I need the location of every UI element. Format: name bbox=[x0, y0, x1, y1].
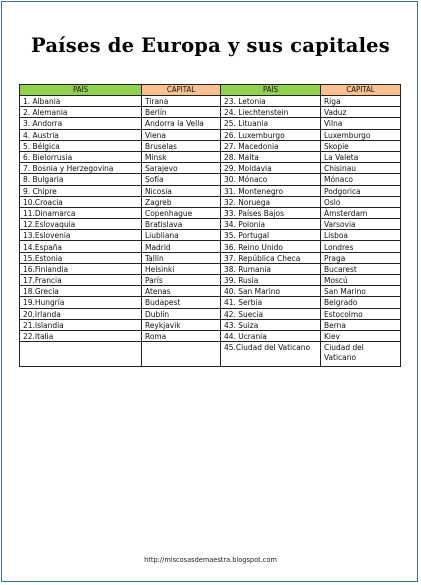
page-title: Países de Europa y sus capitales bbox=[31, 34, 390, 57]
country-cell: 2. Alemania bbox=[20, 107, 142, 118]
capital-cell: Oslo bbox=[321, 196, 401, 207]
header-country-right: PAÍS bbox=[221, 85, 321, 96]
capital-cell: Liubliana bbox=[142, 230, 221, 241]
table-row bbox=[20, 275, 401, 286]
capital-cell: Belgrado bbox=[321, 297, 401, 308]
capital-cell: Madrid bbox=[142, 241, 221, 252]
capital-cell: Vilna bbox=[321, 118, 401, 129]
country-cell: 20.Irlanda bbox=[20, 308, 142, 319]
country-cell bbox=[20, 342, 142, 367]
country-cell: 11.Dinamarca bbox=[20, 207, 142, 218]
table-row bbox=[20, 319, 401, 330]
country-cell: 18.Grecia bbox=[20, 286, 142, 297]
capital-cell: La Valeta bbox=[321, 151, 401, 162]
header-country-left: PAÍS bbox=[20, 85, 142, 96]
capital-cell: Bruselas bbox=[142, 140, 221, 151]
capital-cell: Nicosia bbox=[142, 185, 221, 196]
capital-cell: Chisinau bbox=[321, 163, 401, 174]
country-cell: 1. Albania bbox=[20, 96, 142, 107]
table-row bbox=[20, 297, 401, 308]
country-cell: 17.Francia bbox=[20, 275, 142, 286]
table-row bbox=[20, 118, 401, 129]
table-row bbox=[20, 129, 401, 140]
table-row bbox=[20, 330, 401, 341]
capital-cell: Riga bbox=[321, 96, 401, 107]
capital-cell: Praga bbox=[321, 252, 401, 263]
country-cell: 21.Islandia bbox=[20, 319, 142, 330]
footer-url: http://miscosasdemaestra.blogspot.com bbox=[144, 556, 277, 564]
header-capital-right: CAPITAL bbox=[321, 85, 401, 96]
country-cell: 26. Luxemburgo bbox=[221, 129, 321, 140]
table-row bbox=[20, 286, 401, 297]
capital-cell bbox=[142, 342, 221, 367]
country-cell: 39. Rusia bbox=[221, 275, 321, 286]
country-cell: 27. Macedonia bbox=[221, 140, 321, 151]
country-cell: 12.Eslovaquia bbox=[20, 219, 142, 230]
capital-cell: Tirana bbox=[142, 96, 221, 107]
capital-cell: Helsinki bbox=[142, 263, 221, 274]
country-cell: 8. Bulgaria bbox=[20, 174, 142, 185]
table-row bbox=[20, 342, 401, 367]
table-row bbox=[20, 151, 401, 162]
table-row bbox=[20, 196, 401, 207]
capital-cell: Mónaco bbox=[321, 174, 401, 185]
country-cell: 36. Reino Unido bbox=[221, 241, 321, 252]
country-cell: 22.Italia bbox=[20, 330, 142, 341]
capital-cell: Sarajevo bbox=[142, 163, 221, 174]
capital-cell: San Marino bbox=[321, 286, 401, 297]
capital-cell: Estocolmo bbox=[321, 308, 401, 319]
header-capital-left: CAPITAL bbox=[142, 85, 221, 96]
country-cell: 24. Liechtenstein bbox=[221, 107, 321, 118]
capital-cell: Londres bbox=[321, 241, 401, 252]
country-cell: 19.Hungría bbox=[20, 297, 142, 308]
country-cell: 5. Bélgica bbox=[20, 140, 142, 151]
country-cell: 34. Polonia bbox=[221, 219, 321, 230]
capital-cell: Ámsterdam bbox=[321, 207, 401, 218]
country-cell: 7. Bosnia y Herzegovina bbox=[20, 163, 142, 174]
country-cell: 28. Malta bbox=[221, 151, 321, 162]
countries-table bbox=[19, 84, 401, 367]
table-row bbox=[20, 207, 401, 218]
country-cell: 23. Letonia bbox=[221, 96, 321, 107]
country-cell: 43. Suiza bbox=[221, 319, 321, 330]
capital-cell: Zagreb bbox=[142, 196, 221, 207]
country-cell: 40. San Marino bbox=[221, 286, 321, 297]
country-cell: 33. Países Bajos bbox=[221, 207, 321, 218]
country-cell: 31. Montenegro bbox=[221, 185, 321, 196]
capital-cell: Bratislava bbox=[142, 219, 221, 230]
country-cell: 35. Portugal bbox=[221, 230, 321, 241]
capital-cell: Reykjavik bbox=[142, 319, 221, 330]
capital-cell: Vaduz bbox=[321, 107, 401, 118]
capital-cell: Kiev bbox=[321, 330, 401, 341]
country-cell: 37. República Checa bbox=[221, 252, 321, 263]
country-cell: 32. Noruega bbox=[221, 196, 321, 207]
country-cell: 16.Finlandia bbox=[20, 263, 142, 274]
table-row bbox=[20, 252, 401, 263]
country-cell: 14.España bbox=[20, 241, 142, 252]
capital-cell: Podgorica bbox=[321, 185, 401, 196]
country-cell: 13.Eslovenia bbox=[20, 230, 142, 241]
capital-cell: Bucarest bbox=[321, 263, 401, 274]
capital-cell: Lisboa bbox=[321, 230, 401, 241]
table-row bbox=[20, 163, 401, 174]
country-cell: 38. Rumania bbox=[221, 263, 321, 274]
capital-cell: Luxemburgo bbox=[321, 129, 401, 140]
capital-cell: Minsk bbox=[142, 151, 221, 162]
country-cell: 3. Andorra bbox=[20, 118, 142, 129]
capital-cell: Varsovia bbox=[321, 219, 401, 230]
table-row bbox=[20, 308, 401, 319]
country-cell: 6. Bielorrusia bbox=[20, 151, 142, 162]
table-row bbox=[20, 241, 401, 252]
table-row bbox=[20, 230, 401, 241]
table-header-row bbox=[20, 85, 401, 96]
capital-cell: Berna bbox=[321, 319, 401, 330]
capital-cell: Andorra la Vella bbox=[142, 118, 221, 129]
country-cell: 30. Mónaco bbox=[221, 174, 321, 185]
capital-cell: Atenas bbox=[142, 286, 221, 297]
table-row bbox=[20, 140, 401, 151]
country-cell: 29. Moldavia bbox=[221, 163, 321, 174]
table-row bbox=[20, 219, 401, 230]
country-cell: 15.Estonia bbox=[20, 252, 142, 263]
capital-cell: Dublín bbox=[142, 308, 221, 319]
country-cell: 25. Lituania bbox=[221, 118, 321, 129]
country-cell: 45.Ciudad del Vaticano bbox=[221, 342, 321, 367]
table-row bbox=[20, 263, 401, 274]
capital-cell: Copenhague bbox=[142, 207, 221, 218]
capital-cell: Moscú bbox=[321, 275, 401, 286]
country-cell: 4. Austria bbox=[20, 129, 142, 140]
table-row bbox=[20, 96, 401, 107]
capital-cell: Viena bbox=[142, 129, 221, 140]
capital-cell: Skopie bbox=[321, 140, 401, 151]
table-row bbox=[20, 174, 401, 185]
capital-cell: Roma bbox=[142, 330, 221, 341]
country-cell: 10.Croacia bbox=[20, 196, 142, 207]
capital-cell: Berlín bbox=[142, 107, 221, 118]
capital-cell: París bbox=[142, 275, 221, 286]
table-row bbox=[20, 107, 401, 118]
country-cell: 42. Suecia bbox=[221, 308, 321, 319]
capital-cell: Tallin bbox=[142, 252, 221, 263]
country-cell: 9. Chipre bbox=[20, 185, 142, 196]
country-cell: 44. Ucrania bbox=[221, 330, 321, 341]
capital-cell: Budapest bbox=[142, 297, 221, 308]
capital-cell: Ciudad del Vaticano bbox=[321, 342, 401, 367]
country-cell: 41. Serbia bbox=[221, 297, 321, 308]
table-row bbox=[20, 185, 401, 196]
capital-cell: Sofía bbox=[142, 174, 221, 185]
